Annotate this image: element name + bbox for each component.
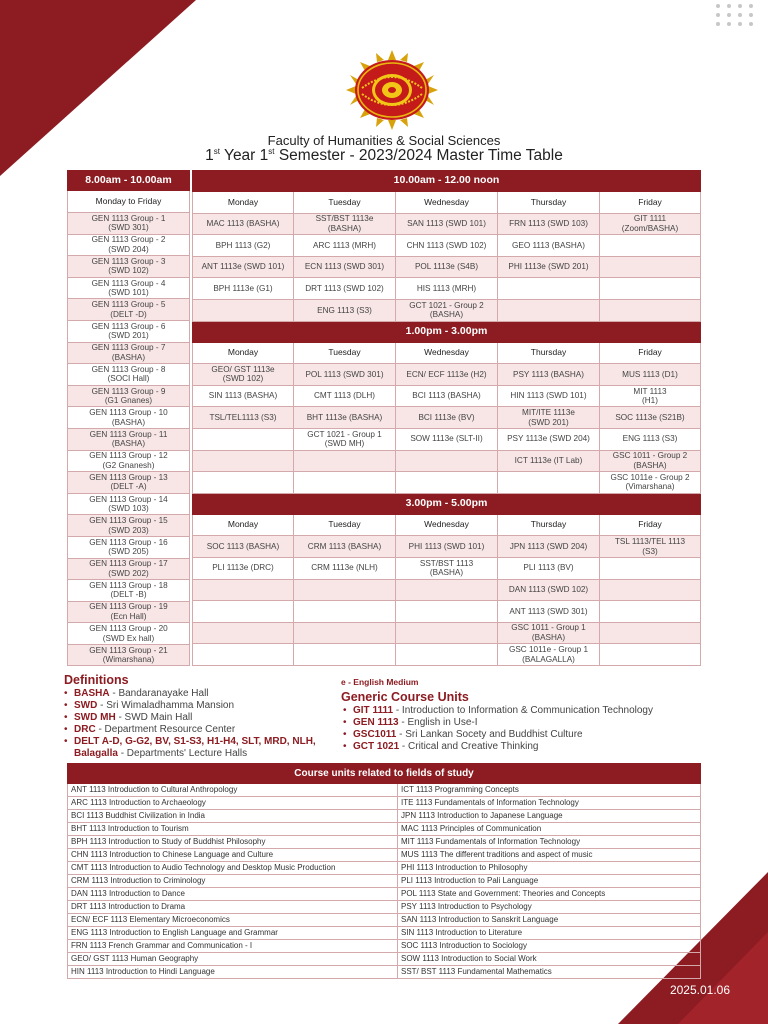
course-unit-cell: JPN 1113 Introduction to Japanese Language <box>398 810 701 823</box>
timetable-cell <box>396 385 498 407</box>
generic-course-units <box>341 690 721 753</box>
cell-text: SST/BST 1113e <box>315 214 374 224</box>
cell-text: CRM 1113 (BASHA) <box>307 541 382 551</box>
course-unit-cell: BHT 1113 Introduction to Tourism <box>68 823 398 836</box>
definition-item: • SWD MH - SWD Main Hall <box>64 712 344 724</box>
cell-text: GIT 1111 <box>633 214 667 224</box>
timetable-cell <box>396 407 498 429</box>
course-unit-cell: DAN 1113 Introduction to Dance <box>68 888 398 901</box>
timetable-cell <box>294 579 396 601</box>
day-header: Thursday <box>498 342 600 364</box>
cell-text: (SWD 103) <box>108 504 149 514</box>
timetable-cell <box>294 278 396 300</box>
course-unit-cell: CHN 1113 Introduction to Chinese Language and Culture <box>68 849 398 862</box>
timetable-cell <box>396 579 498 601</box>
gen-group-cell <box>68 428 190 450</box>
timetable-cell <box>600 299 701 321</box>
faculty-name: Faculty of Humanities & Social Sciences <box>267 133 501 148</box>
cell-text: BCI 1113e (BV) <box>418 412 475 422</box>
timetable-cell <box>600 256 701 278</box>
generic-item: • GCT 1021 - Critical and Creative Thinking <box>341 741 721 753</box>
timetable-cell <box>294 601 396 623</box>
cell-text: GEN 1113 Group - 16 <box>89 537 168 547</box>
cell-text: GEN 1113 Group - 21 <box>89 645 168 655</box>
timetable-cell <box>294 622 396 644</box>
course-unit-cell: MUS 1113 The different traditions and aspect of music <box>398 849 701 862</box>
timetable-cell <box>294 450 396 472</box>
cell-text: (G2 Gnanesh) <box>102 460 155 470</box>
cell-text: SAN 1113 (SWD 101) <box>407 219 486 229</box>
timetable-cell <box>600 385 701 407</box>
timetable-cell <box>294 299 396 321</box>
cell-text: BHT 1113e (BASHA) <box>306 412 383 422</box>
timetable-cell <box>396 256 498 278</box>
cell-text: (SWD Ex hall) <box>102 633 155 643</box>
timetable-cell <box>396 557 498 579</box>
timetable-cell <box>294 536 396 558</box>
timetable-cell <box>498 428 600 450</box>
timetable-grid <box>192 170 701 666</box>
cell-text: GSC 1011 - Group 1 <box>511 623 586 633</box>
day-header: Tuesday <box>294 192 396 214</box>
cell-text: GEN 1113 Group - 12 <box>89 451 168 461</box>
cell-text: SOC 1113e (S21B) <box>615 412 685 422</box>
gen-group-cell <box>68 493 190 515</box>
cell-text: (SWD 102) <box>108 266 149 276</box>
course-unit-cell: ANT 1113 Introduction to Cultural Anthropology <box>68 784 398 797</box>
timetable-cell <box>600 213 701 235</box>
cell-text: (BASHA) <box>327 223 362 233</box>
cell-text: (BASHA) <box>429 568 464 578</box>
timetable-cell <box>294 364 396 386</box>
cell-text: HIS 1113 (MRH) <box>416 283 477 293</box>
generic-item: • GEN 1113 - English in Use-I <box>341 717 721 729</box>
timetable-cell <box>294 407 396 429</box>
cell-text: MIT 1113 <box>633 386 667 396</box>
cell-text: GSC 1011 - Group 2 <box>612 451 688 461</box>
cell-text: (SWD MH) <box>324 439 365 449</box>
timetable-cell <box>396 601 498 623</box>
timetable-cell <box>498 536 600 558</box>
gen-group-cell <box>68 364 190 386</box>
timetable-cell <box>193 235 294 257</box>
gen-group-cell <box>68 580 190 602</box>
course-unit-cell: PHI 1113 Introduction to Philosophy <box>398 862 701 875</box>
cell-text: BCI 1113 (BASHA) <box>412 391 481 401</box>
slot-header: 1.00pm - 3.00pm <box>193 321 701 342</box>
definitions-title: Definitions <box>64 673 129 687</box>
cell-text: DRT 1113 (SWD 102) <box>305 283 384 293</box>
cell-text: ARC 1113 (MRH) <box>313 240 376 250</box>
cell-text: (Ecn Hall) <box>110 611 147 621</box>
course-unit-cell: GEO/ GST 1113 Human Geography <box>68 953 398 966</box>
cell-text: BPH 1113 (G2) <box>215 240 271 250</box>
page-title: 1st Year 1st Semester - 2023/2024 Master Time Table <box>205 147 563 164</box>
day-header: Friday <box>600 342 701 364</box>
cell-text: GEN 1113 Group - 9 <box>91 386 166 396</box>
timetable-cell <box>498 622 600 644</box>
gen-group-cell <box>68 644 190 666</box>
cell-text: (BASHA) <box>531 632 566 642</box>
cell-text: TSL/TEL1113 (S3) <box>209 412 277 422</box>
cell-text: (BASHA) <box>111 439 146 449</box>
timetable-cell <box>498 557 600 579</box>
timetable-cell <box>193 256 294 278</box>
timetable-cell <box>498 450 600 472</box>
timetable-cell <box>294 472 396 494</box>
cell-text: GEN 1113 Group - 10 <box>89 408 168 418</box>
timetable-cell <box>498 256 600 278</box>
cell-text: CRM 1113e (NLH) <box>311 563 378 573</box>
cell-text: DAN 1113 (SWD 102) <box>508 585 589 595</box>
days-label: Monday to Friday <box>68 191 190 213</box>
course-units-table <box>67 763 701 979</box>
day-header: Friday <box>600 192 701 214</box>
day-header: Monday <box>193 342 294 364</box>
cell-text: GEN 1113 Group - 7 <box>91 343 166 353</box>
cell-text: (S3) <box>642 546 658 556</box>
cell-text: (Vimarshana) <box>625 482 675 492</box>
course-unit-cell: DRT 1113 Introduction to Drama <box>68 901 398 914</box>
definition-item: • SWD - Sri Wimaladhamma Mansion <box>64 700 344 712</box>
timetable-cell <box>498 213 600 235</box>
dot-pattern <box>716 4 754 26</box>
timetable-cell <box>498 644 600 666</box>
cell-text: (DELT -B) <box>110 590 147 600</box>
course-unit-cell: SAN 1113 Introduction to Sanskrit Language <box>398 914 701 927</box>
course-unit-cell: SOC 1113 Introduction to Sociology <box>398 940 701 953</box>
cell-text: SIN 1113 (BASHA) <box>208 391 278 401</box>
timetable-cell <box>396 622 498 644</box>
cell-text: GEN 1113 Group - 3 <box>91 256 166 266</box>
generic-title: Generic Course Units <box>341 690 469 704</box>
course-unit-cell: MAC 1113 Principles of Communication <box>398 823 701 836</box>
course-unit-cell: MIT 1113 Fundamentals of Information Technology <box>398 836 701 849</box>
timetable-cell <box>600 407 701 429</box>
cell-text: BPH 1113e (G1) <box>213 283 273 293</box>
cell-text: SOW 1113e (SLT-II) <box>410 434 483 444</box>
cell-text: ENG 1113 (S3) <box>317 305 372 315</box>
cell-text: PLI 1113 (BV) <box>523 563 574 573</box>
cell-text: (SWD 102) <box>222 374 264 384</box>
day-header: Tuesday <box>294 342 396 364</box>
gen-group-cell <box>68 299 190 321</box>
timetable-cell <box>600 644 701 666</box>
course-unit-cell: ICT 1113 Programming Concepts <box>398 784 701 797</box>
cell-text: (SWD 201) <box>528 417 569 427</box>
gen-group-cell <box>68 407 190 429</box>
timetable-cell <box>498 299 600 321</box>
timetable-cell <box>498 364 600 386</box>
timetable-cell <box>294 213 396 235</box>
cell-text: (SWD 203) <box>108 525 149 535</box>
cell-text: SOC 1113 (BASHA) <box>206 541 280 551</box>
cell-text: (BASHA) <box>633 460 667 470</box>
course-unit-cell: CMT 1113 Introduction to Audio Technology and Desktop Music Production <box>68 862 398 875</box>
cell-text: (G1 Gnanes) <box>104 396 153 406</box>
timetable-cell <box>396 644 498 666</box>
cell-text: (Wimarshana) <box>102 655 155 665</box>
cell-text: GSC 1011e - Group 2 <box>610 472 690 482</box>
timetable-cell <box>193 601 294 623</box>
gen-group-cell <box>68 277 190 299</box>
timetable-cell <box>498 407 600 429</box>
cell-text: GEN 1113 Group - 18 <box>89 580 168 590</box>
timetable-cell <box>294 644 396 666</box>
gen-group-cell <box>68 234 190 256</box>
cell-text: GEN 1113 Group - 13 <box>89 472 168 482</box>
cell-text: (BASHA) <box>111 352 146 362</box>
timetable-cell <box>396 235 498 257</box>
definition-item: • BASHA - Bandaranayake Hall <box>64 688 344 700</box>
timetable-cell <box>600 579 701 601</box>
slot-header: 3.00pm - 5.00pm <box>193 493 701 514</box>
timetable-cell <box>498 278 600 300</box>
gen-group-cell <box>68 558 190 580</box>
timetable-cell <box>498 385 600 407</box>
cell-text: CHN 1113 (SWD 102) <box>406 240 487 250</box>
cell-text: (SWD 202) <box>108 568 149 578</box>
cell-text: GEN 1113 Group - 17 <box>89 559 168 569</box>
cell-text: ANT 1113 (SWD 301) <box>509 606 588 616</box>
timetable-cell <box>600 235 701 257</box>
timetable-cell <box>600 622 701 644</box>
cell-text: PHI 1113e (SWD 201) <box>508 262 589 272</box>
timetable-cell <box>193 364 294 386</box>
cell-text: PSY 1113 (BASHA) <box>513 369 584 379</box>
timetable-cell <box>600 472 701 494</box>
cell-text: GSC 1011e - Group 1 <box>508 645 589 655</box>
cell-text: (SWD 101) <box>108 288 149 298</box>
cell-text: GEN 1113 Group - 4 <box>91 278 166 288</box>
cell-text: GEN 1113 Group - 1 <box>91 213 166 223</box>
timetable-cell <box>193 407 294 429</box>
cell-text: GEN 1113 Group - 14 <box>89 494 168 504</box>
course-unit-cell: ECN/ ECF 1113 Elementary Microeconomics <box>68 914 398 927</box>
cell-text: (SWD 204) <box>108 244 149 254</box>
cell-text: FRN 1113 (SWD 103) <box>509 219 588 229</box>
cell-text: GEN 1113 Group - 20 <box>89 624 168 634</box>
cell-text: (Zoom/BASHA) <box>621 223 679 233</box>
cell-text: SST/BST 1113 <box>419 558 474 568</box>
timetable-cell <box>396 299 498 321</box>
cell-text: (SWD 201) <box>108 331 149 341</box>
cell-text: PLI 1113e (DRC) <box>212 563 274 573</box>
cell-text: GEN 1113 Group - 5 <box>91 300 166 310</box>
timetable-cell <box>294 428 396 450</box>
publish-date: 2025.01.06 <box>669 983 730 997</box>
cell-text: ECN 1113 (SWD 301) <box>304 262 385 272</box>
cell-text: GEN 1113 Group - 15 <box>89 516 168 526</box>
gen-group-cell <box>68 515 190 537</box>
gen-group-cell <box>68 623 190 645</box>
generic-item: • GSC1011 - Sri Lankan Socety and Buddhist Culture <box>341 729 721 741</box>
gen-group-cell <box>68 601 190 623</box>
cell-text: ANT 1113e (SWD 101) <box>201 262 285 272</box>
timetable-cell <box>396 536 498 558</box>
cell-text: TSL 1113/TEL 1113 <box>614 537 686 547</box>
day-header: Tuesday <box>294 514 396 536</box>
course-unit-cell: ARC 1113 Introduction to Archaeology <box>68 797 398 810</box>
cell-text: (DELT -A) <box>110 482 147 492</box>
timetable-cell <box>396 278 498 300</box>
timetable-cell <box>600 428 701 450</box>
gen-group-cell <box>68 385 190 407</box>
cell-text: MAC 1113 (BASHA) <box>206 219 280 229</box>
cell-text: ENG 1113 (S3) <box>622 434 678 444</box>
timetable-cell <box>396 472 498 494</box>
slot-header-morning: 8.00am - 10.00am <box>68 171 190 191</box>
timetable-cell <box>294 557 396 579</box>
gen-group-cell <box>68 450 190 472</box>
definitions-section <box>64 673 344 760</box>
definition-item: • DELT A-D, G-G2, BV, S1-S3, H1-H4, SLT, MRD, NLH, Balagalla - Departments' Lecture Halls <box>64 736 344 760</box>
timetable-cell <box>600 450 701 472</box>
cell-text: JPN 1113 (SWD 204) <box>509 541 588 551</box>
cell-text: POL 1113e (S4B) <box>414 262 479 272</box>
timetable-cell <box>396 428 498 450</box>
gen-group-cell <box>68 320 190 342</box>
timetable-cell <box>193 450 294 472</box>
timetable-cell <box>498 601 600 623</box>
morning-gen-table <box>67 170 190 666</box>
english-medium-note: e - English Medium <box>341 677 419 687</box>
cell-text: POL 1113 (SWD 301) <box>305 369 384 379</box>
timetable-cell <box>600 364 701 386</box>
day-header: Thursday <box>498 192 600 214</box>
cell-text: GEO/ GST 1113e <box>211 364 275 374</box>
cell-text: (SWD 301) <box>108 223 149 233</box>
timetable-cell <box>600 557 701 579</box>
course-unit-cell: PSY 1113 Introduction to Psychology <box>398 901 701 914</box>
timetable-cell <box>193 213 294 235</box>
timetable-cell <box>396 213 498 235</box>
course-unit-cell: PLI 1113 Introduction to Pali Language <box>398 875 701 888</box>
course-unit-cell: HIN 1113 Introduction to Hindi Language <box>68 966 398 979</box>
cell-text: ECN/ ECF 1113e (H2) <box>406 369 487 379</box>
cell-text: GEN 1113 Group - 11 <box>89 429 168 439</box>
cell-text: (BASHA) <box>111 417 146 427</box>
generic-item: • GIT 1111 - Introduction to Information & Communication Technology <box>341 705 721 717</box>
timetable-cell <box>193 385 294 407</box>
timetable-cell <box>600 278 701 300</box>
course-unit-cell: ITE 1113 Fundamentals of Information Technology <box>398 797 701 810</box>
cell-text: GEO 1113 (BASHA) <box>512 240 585 250</box>
cell-text: MUS 1113 (D1) <box>622 369 678 379</box>
timetable-cell <box>600 601 701 623</box>
generic-list <box>341 705 721 753</box>
day-header: Thursday <box>498 514 600 536</box>
cell-text: (H1) <box>642 396 658 406</box>
timetable-cell <box>396 450 498 472</box>
timetable-cell <box>193 579 294 601</box>
cell-text: (SWD 205) <box>108 547 149 557</box>
course-unit-cell: BPH 1113 Introduction to Study of Buddhist Philosophy <box>68 836 398 849</box>
course-unit-cell: POL 1113 State and Government: Theories and Concepts <box>398 888 701 901</box>
cell-text: HIN 1113 (SWD 101) <box>510 391 587 401</box>
cell-text: GCT 1021 - Group 1 <box>307 429 382 439</box>
cell-text: (BASHA) <box>429 310 464 320</box>
day-header: Monday <box>193 514 294 536</box>
day-header: Monday <box>193 192 294 214</box>
gen-group-cell <box>68 342 190 364</box>
day-header: Wednesday <box>396 342 498 364</box>
gen-group-cell <box>68 472 190 494</box>
gen-group-cell <box>68 256 190 278</box>
definition-item: • DRC - Department Resource Center <box>64 724 344 736</box>
day-header: Friday <box>600 514 701 536</box>
course-unit-cell: BCI 1113 Buddhist Civilization in India <box>68 810 398 823</box>
cell-text: (DELT -D) <box>110 309 147 319</box>
cell-text: (BALAGALLA) <box>522 654 575 664</box>
course-unit-cell: CRM 1113 Introduction to Criminology <box>68 875 398 888</box>
course-unit-cell: SST/ BST 1113 Fundamental Mathematics <box>398 966 701 979</box>
definitions-list <box>64 688 344 760</box>
cell-text: GCT 1021 - Group 2 <box>409 300 484 310</box>
timetable-cell <box>396 364 498 386</box>
timetable-cell <box>193 557 294 579</box>
timetable-cell <box>294 235 396 257</box>
timetable-cell <box>294 256 396 278</box>
timetable-cell <box>498 472 600 494</box>
cell-text: PHI 1113 (SWD 101) <box>408 541 485 551</box>
cell-text: (SOCI Hall) <box>107 374 150 384</box>
gen-group-cell <box>68 213 190 235</box>
timetable-cell <box>193 644 294 666</box>
timetable-cell <box>193 622 294 644</box>
slot-header: 10.00am - 12.00 noon <box>193 171 701 192</box>
timetable-cell <box>193 428 294 450</box>
timetable-cell <box>600 536 701 558</box>
day-header: Wednesday <box>396 514 498 536</box>
course-unit-cell: FRN 1113 French Grammar and Communication - I <box>68 940 398 953</box>
gen-group-cell <box>68 536 190 558</box>
timetable-cell <box>498 579 600 601</box>
cell-text: GEN 1113 Group - 19 <box>89 602 168 612</box>
course-units-title: Course units related to fields of study <box>68 764 701 784</box>
timetable-cell <box>193 299 294 321</box>
course-unit-cell: ENG 1113 Introduction to English Language and Grammar <box>68 927 398 940</box>
cell-text: GEN 1113 Group - 8 <box>91 364 166 374</box>
cell-text: CMT 1113 (DLH) <box>314 391 375 401</box>
university-logo <box>344 50 440 130</box>
course-unit-cell: SOW 1113 Introduction to Social Work <box>398 953 701 966</box>
day-header: Wednesday <box>396 192 498 214</box>
timetable-cell <box>193 472 294 494</box>
timetable-cell <box>193 536 294 558</box>
cell-text: ICT 1113e (IT Lab) <box>514 456 583 466</box>
course-unit-cell: SIN 1113 Introduction to Literature <box>398 927 701 940</box>
cell-text: GEN 1113 Group - 2 <box>91 235 166 245</box>
timetable-cell <box>294 385 396 407</box>
cell-text: PSY 1113e (SWD 204) <box>507 434 590 444</box>
timetable-cell <box>498 235 600 257</box>
cell-text: MIT/ITE 1113e <box>522 408 575 418</box>
timetable-cell <box>193 278 294 300</box>
cell-text: GEN 1113 Group - 6 <box>91 321 166 331</box>
